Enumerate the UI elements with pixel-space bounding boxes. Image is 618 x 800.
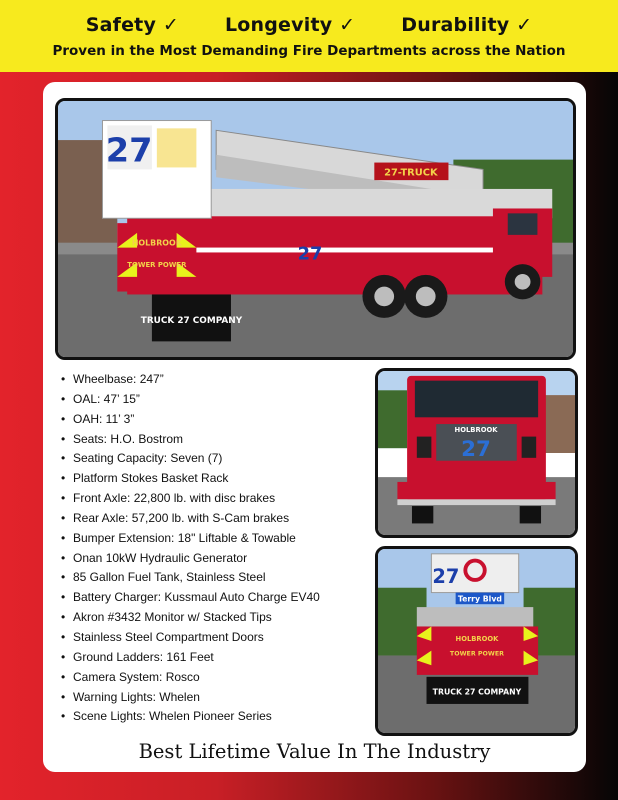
spec-text: Stainless Steel Compartment Doors xyxy=(73,629,264,644)
bullet-icon: • xyxy=(61,610,66,625)
bullet-icon: • xyxy=(61,372,66,386)
rear-panel-top: HOLBROOK xyxy=(455,635,499,643)
spec-item xyxy=(61,430,361,450)
bullet-icon: • xyxy=(61,649,66,664)
footer-slogan: Best Lifetime Value In The Industry xyxy=(138,740,491,763)
bullet-icon: • xyxy=(61,471,66,486)
spec-item xyxy=(61,469,361,489)
bullet-icon: • xyxy=(61,709,66,724)
spec-item xyxy=(61,648,361,668)
front-truck-illustration xyxy=(378,371,575,535)
spec-text: Seating Capacity: Seven (7) xyxy=(73,451,223,466)
main-truck-photo xyxy=(55,98,576,360)
bullet-icon: • xyxy=(61,669,66,684)
rear-truck-photo xyxy=(375,546,578,736)
spec-item xyxy=(61,707,361,727)
front-number: 27 xyxy=(461,436,491,462)
spec-item xyxy=(61,390,361,410)
spec-text: Scene Lights: Whelen Pioneer Series xyxy=(73,709,272,724)
tagline-durability: Durability ✓ xyxy=(401,14,533,36)
bullet-icon: • xyxy=(61,510,66,525)
spec-text: OAL: 47’ 15” xyxy=(73,391,140,406)
spec-text: Front Axle: 22,800 lb. with disc brakes xyxy=(73,491,276,506)
bullet-icon: • xyxy=(61,570,66,585)
header-banner xyxy=(0,0,618,72)
front-brand-text: HOLBROOK xyxy=(454,425,498,434)
spec-text: Seats: H.O. Bostrom xyxy=(73,431,184,446)
front-truck-photo xyxy=(375,368,578,538)
spec-item xyxy=(61,509,361,529)
rear-panel-bottom: TOWER POWER xyxy=(449,650,505,658)
spec-text: Wheelbase: 247” xyxy=(73,372,164,386)
rear-company-text: TRUCK 27 COMPANY xyxy=(432,687,522,697)
main-truck-illustration xyxy=(58,101,573,357)
bullet-icon: • xyxy=(61,689,66,704)
spec-item xyxy=(61,608,361,628)
main-panel-top: HOLBROOK xyxy=(131,238,182,248)
spec-item xyxy=(61,628,361,648)
spec-text: Camera System: Rosco xyxy=(73,669,200,684)
tagline-longevity: Longevity ✓ xyxy=(224,14,356,36)
bullet-icon: • xyxy=(61,411,66,426)
spec-item xyxy=(61,370,361,390)
bullet-icon: • xyxy=(61,491,66,506)
rear-number: 27 xyxy=(432,564,460,588)
spec-item xyxy=(61,549,361,569)
spec-text: Warning Lights: Whelen xyxy=(73,689,200,704)
spec-text: Platform Stokes Basket Rack xyxy=(73,471,229,486)
ladder-sign-text: 27-TRUCK xyxy=(384,167,438,179)
spec-list xyxy=(61,370,361,727)
main-panel-bottom: TOWER POWER xyxy=(127,261,187,270)
bullet-icon: • xyxy=(61,431,66,446)
header-subtitle: Proven in the Most Demanding Fire Departments across the Nation xyxy=(52,43,566,59)
spec-text: Akron #3432 Monitor w/ Stacked Tips xyxy=(73,610,272,625)
spec-text: OAH: 11’ 3” xyxy=(73,411,135,426)
bullet-icon: • xyxy=(61,590,66,605)
spec-item xyxy=(61,489,361,509)
tagline-safety: Safety ✓ xyxy=(85,14,179,36)
spec-item xyxy=(61,668,361,688)
bullet-icon: • xyxy=(61,550,66,565)
spec-text: Battery Charger: Kussmaul Auto Charge EV40 xyxy=(73,590,320,605)
bullet-icon: • xyxy=(61,530,66,545)
side-number: 27 xyxy=(297,244,323,265)
street-sign-text: Terry Blvd xyxy=(457,594,502,604)
bullet-icon: • xyxy=(61,451,66,466)
content-card xyxy=(43,82,586,772)
spec-text: 85 Gallon Fuel Tank, Stainless Steel xyxy=(73,570,266,585)
bullet-icon: • xyxy=(61,629,66,644)
spec-item xyxy=(61,588,361,608)
spec-item xyxy=(61,568,361,588)
spec-text: Bumper Extension: 18" Liftable & Towable xyxy=(73,530,296,545)
tagline-row xyxy=(0,14,618,36)
spec-item xyxy=(61,688,361,708)
rear-truck-illustration xyxy=(378,549,575,733)
ladder-number: 27 xyxy=(105,130,153,170)
spec-item xyxy=(61,449,361,469)
spec-item xyxy=(61,529,361,549)
spec-text: Rear Axle: 57,200 lb. with S-Cam brakes xyxy=(73,510,290,525)
main-company-text: TRUCK 27 COMPANY xyxy=(140,315,243,326)
spec-text: Onan 10kW Hydraulic Generator xyxy=(73,550,248,565)
bullet-icon: • xyxy=(61,391,66,406)
spec-item xyxy=(61,410,361,430)
spec-text: Ground Ladders: 161 Feet xyxy=(73,649,214,664)
